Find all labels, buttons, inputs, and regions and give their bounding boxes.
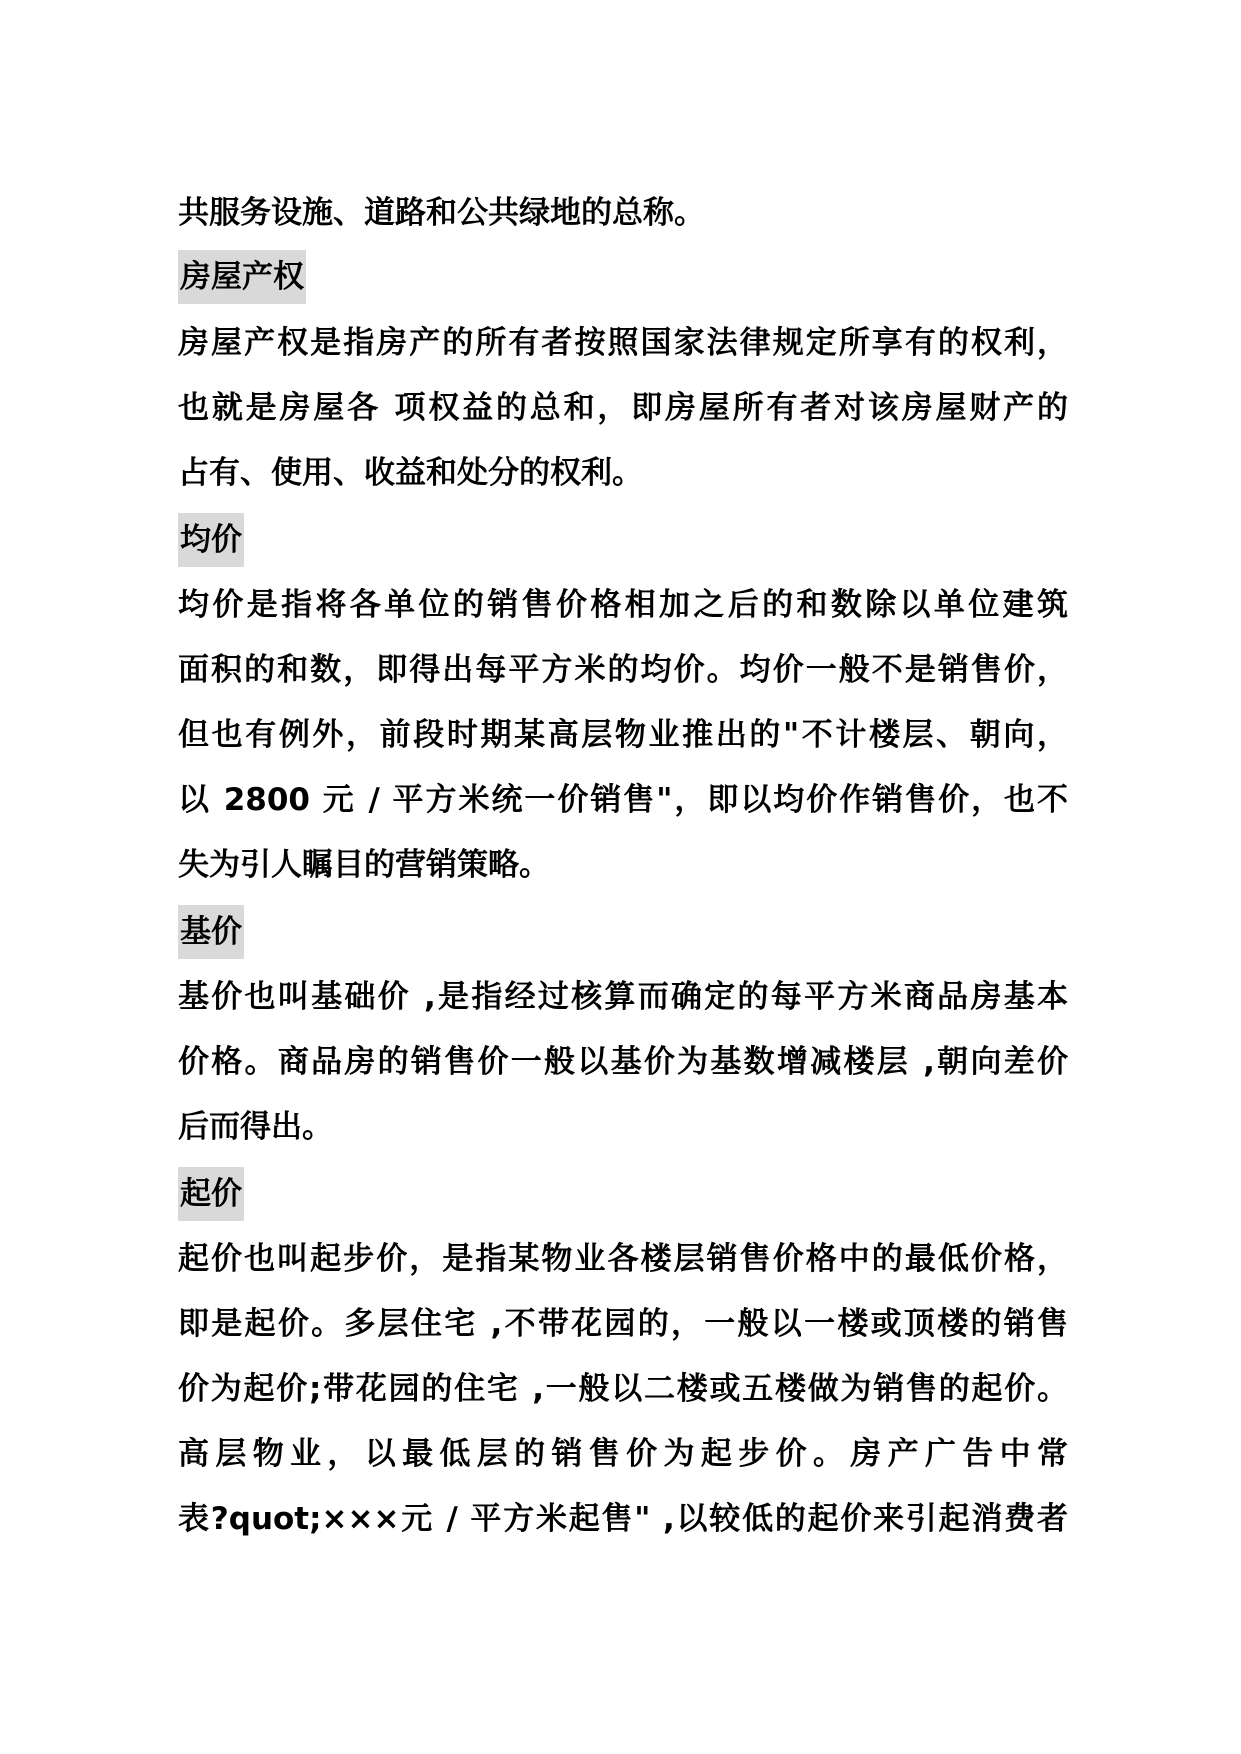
paragraph-line: 也就是房屋各 项权益的总和，即房屋所有者对该房屋财产的 (178, 390, 1068, 426)
paragraph-line: 失为引人瞩目的营销策略。 (178, 847, 550, 883)
paragraph-line: 以 2800 元 / 平方米统一价销售"，即以均价作销售价，也不 (178, 782, 1068, 818)
paragraph-line: 起价也叫起步价，是指某物业各楼层销售价格中的最低价格， (178, 1241, 1068, 1277)
paragraph-line: 即是起价。多层住宅 ,不带花园的，一般以一楼或顶楼的销售 (178, 1306, 1068, 1342)
paragraph-line: 均价是指将各单位的销售价格相加之后的和数除以单位建筑 (178, 587, 1068, 623)
paragraph-line: 占有、使用、收益和处分的权利。 (178, 455, 643, 491)
paragraph-line: 表?quot;×××元 / 平方米起售" ,以较低的起价来引起消费者 (178, 1501, 1068, 1537)
section-heading-average-price: 均价 (178, 513, 244, 567)
paragraph-line: 价格。商品房的销售价一般以基价为基数增减楼层 ,朝向差价 (178, 1044, 1068, 1080)
paragraph-line: 面积的和数，即得出每平方米的均价。均价一般不是销售价， (178, 652, 1068, 688)
section-heading-house-property-rights: 房屋产权 (178, 250, 306, 304)
paragraph-line: 高层物业，以最低层的销售价为起步价。房产广告中常 (178, 1436, 1068, 1472)
paragraph-line: 价为起价;带花园的住宅 ,一般以二楼或五楼做为销售的起价。 (178, 1371, 1068, 1407)
paragraph-line: 基价也叫基础价 ,是指经过核算而确定的每平方米商品房基本 (178, 979, 1068, 1015)
paragraph-line: 房屋产权是指房产的所有者按照国家法律规定所享有的权利， (178, 325, 1068, 361)
paragraph-line: 后而得出。 (178, 1109, 333, 1145)
section-heading-starting-price: 起价 (178, 1167, 244, 1221)
intro-line: 共服务设施、道路和公共绿地的总称。 (178, 195, 705, 231)
section-heading-base-price: 基价 (178, 905, 244, 959)
paragraph-line: 但也有例外，前段时期某高层物业推出的"不计楼层、朝向， (178, 717, 1068, 753)
